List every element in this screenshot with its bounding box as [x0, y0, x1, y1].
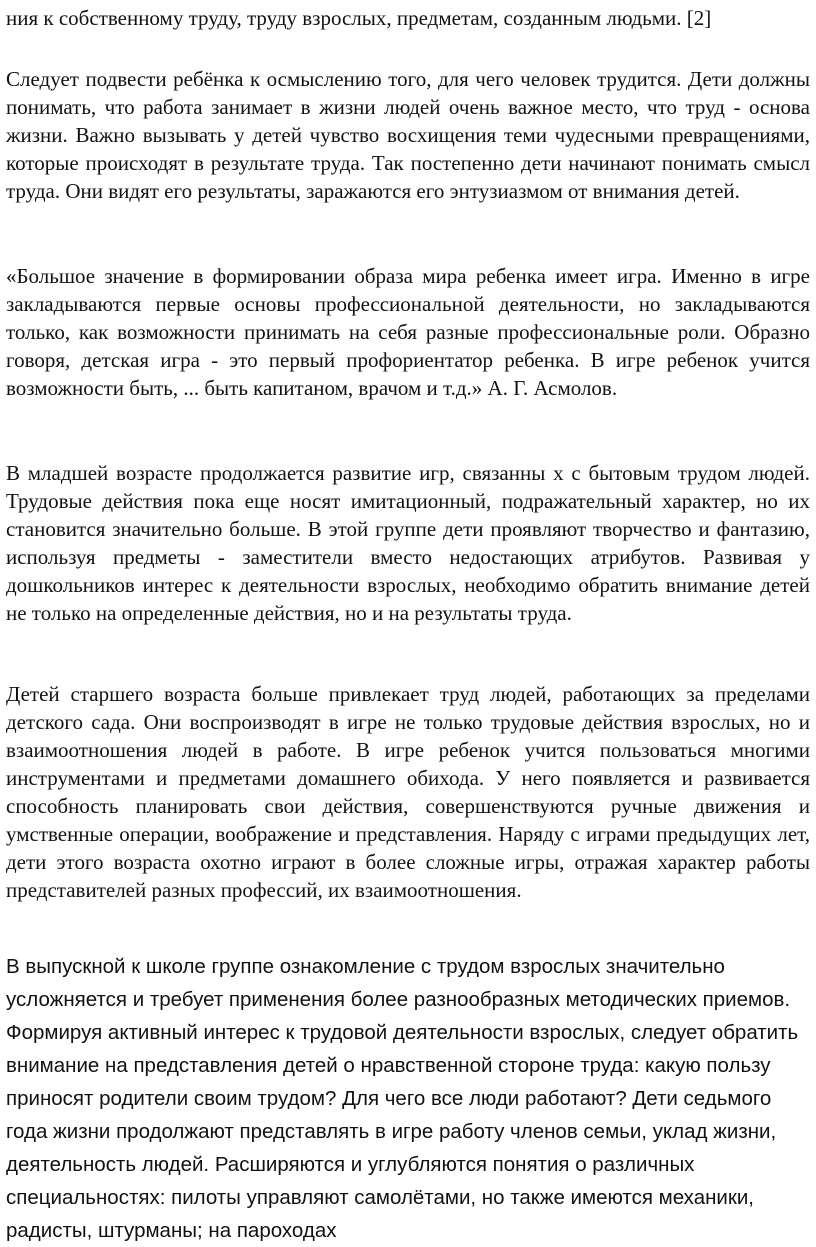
paragraph-asmolov-quote: «Большое значение в формировании образа мира ребенка имеет игра. Именно в игре закладываются первые основы профессиональной деятельности, но закладываются только, как возможности принимать на себя разные профессиональные роли. Образно говоря, детская игра - это первый профориентатор ребенка. В игре ребенок учится возможности быть, ... быть капитаном, врачом и т.д.» А. Г. Асмолов.	[6, 264, 810, 400]
paragraph-meaning-of-labor: Следует подвести ребёнка к осмыслению того, для чего человек трудится. Дети должны понимать, что работа занимает в жизни людей очень важное место, что труд - основа жизни. Важно вызывать у детей чувство восхищения теми чудесными превращениями, которые происходят в результате труда. Так постепенно дети начинают понимать смысл труда. Они видят его результаты, заражаются его энтузиазмом от внимания детей.	[6, 67, 810, 203]
paragraph-senior-group: Детей старшего возраста больше привлекает труд людей, работающих за пределами детского сада. Они воспроизводят в игре не только трудовые действия взрослых, но и взаимоотношения людей в работе. В игре ребенок учится пользоваться многими инструментами и предметами домашнего обихода. У него появляется и развивается способность планировать свои действия, совершенствуются ручные движения и умственные операции, воображение и представления. Наряду с играми предыдущих лет, дети этого возраста охотно играют в более сложные игры, отражая характер работы представителей разных профессий, их взаимоотношения.	[6, 682, 810, 902]
paragraph-graduation-group: В выпускной к школе группе ознакомление с трудом взрослых значительно усложняется и требует применения более разнообразных методических приемов. Формируя активный интерес к трудовой деятельности взрослых, следует обратить внимание на представления детей о нравственной стороне труда: какую пользу приносят родители своим трудом? Для чего все люди работают? Дети седьмого года жизни продолжают представлять в игре работу членов семьи, уклад жизни, деятельность людей. Расширяются и углубляются понятия о различных специальностях: пилоты управляют самолётами, но также имеются механики, радисты, штурманы; на пароходах	[6, 955, 799, 1242]
paragraph-junior-group: В младшей возрасте продолжается развитие игр, связанны х с бытовым трудом людей. Трудовые действия пока еще носят имитационный, подражательный характер, но их становится значительно больше. В этой группе дети проявляют творчество и фантазию, используя предметы - заместители вместо недостающих атрибутов. Развивая у дошкольников интерес к деятельности взрослых, необходимо обратить внимание детей не только на определенные действия, но и на результаты труда.	[6, 461, 810, 625]
paragraph-continuation: ния к собственному труду, труду взрослых, предметам, созданным людьми. [2]	[6, 6, 712, 30]
